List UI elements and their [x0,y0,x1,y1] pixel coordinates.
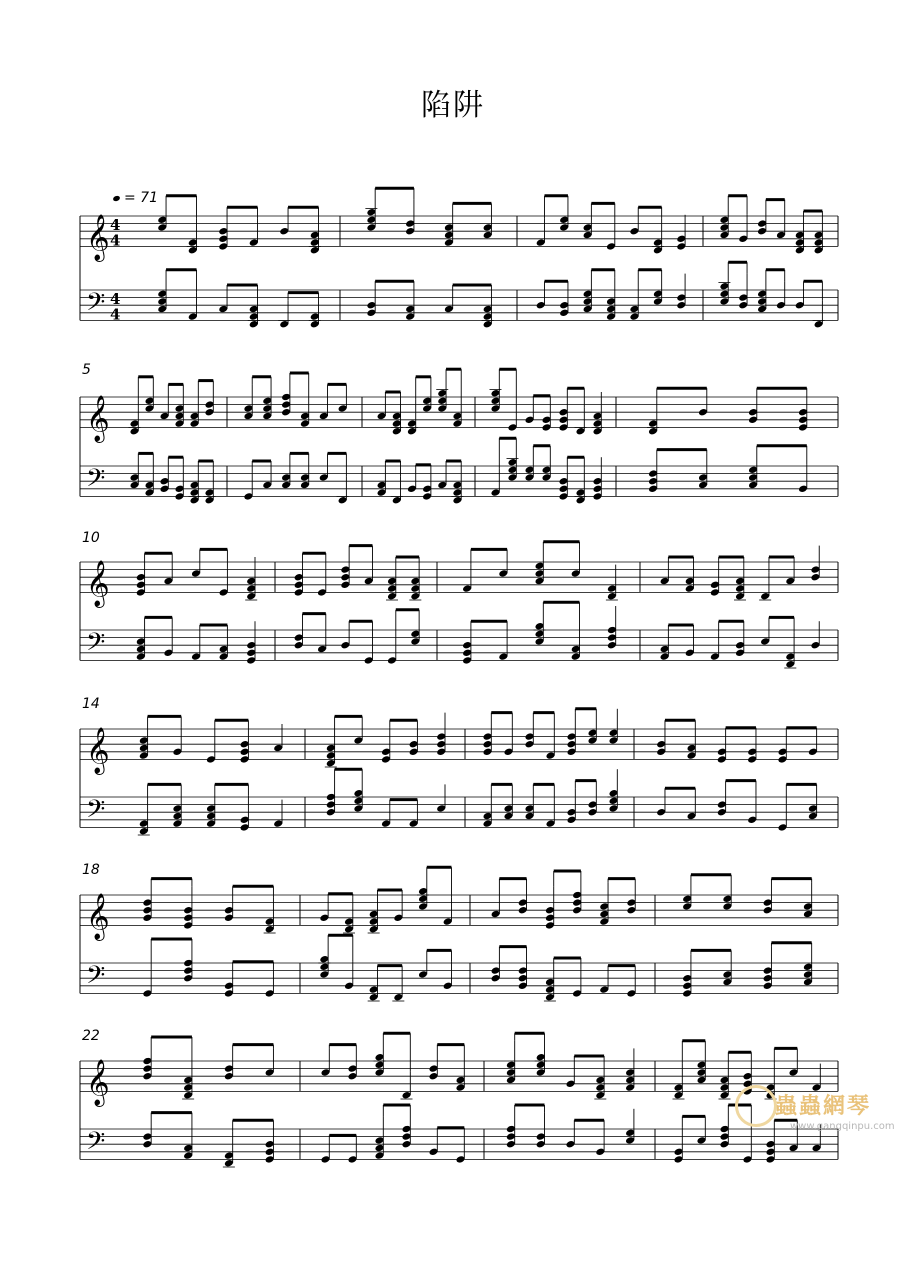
time-signature-bottom: 4 [110,305,121,324]
bass-clef-icon: 𝄢 [86,287,106,323]
measure-number: 10 [82,530,100,546]
measure-number: 22 [82,1028,100,1044]
watermark-logo-icon [735,1085,777,1127]
bass-clef-icon: 𝄢 [86,794,106,830]
measure-number: 14 [82,696,100,712]
time-signature-bottom: 4 [110,231,121,250]
measure-number: 18 [82,862,100,878]
treble-clef-icon: 𝄞 [86,214,110,261]
treble-clef-icon: 𝄞 [86,560,110,607]
watermark-text: 蟲蟲網琴 [775,1093,872,1119]
time-signature-top: 4 [110,216,121,235]
treble-clef-icon: 𝄞 [86,395,110,442]
treble-clef-icon: 𝄞 [86,893,110,940]
watermark-url: www.gangqinpu.com [790,1121,895,1132]
treble-clef-icon: 𝄞 [86,727,110,774]
bass-clef-icon: 𝄢 [86,1126,106,1162]
bass-clef-icon: 𝄢 [86,463,106,499]
treble-clef-icon: 𝄞 [86,1059,110,1106]
tempo-text: = 71 [124,190,158,206]
watermark [735,1085,895,1145]
bass-clef-icon: 𝄢 [86,627,106,663]
time-signature-top: 4 [110,290,121,309]
bass-clef-icon: 𝄢 [86,960,106,996]
score-title: 陷阱 [421,88,485,123]
measure-number: 5 [82,362,91,378]
